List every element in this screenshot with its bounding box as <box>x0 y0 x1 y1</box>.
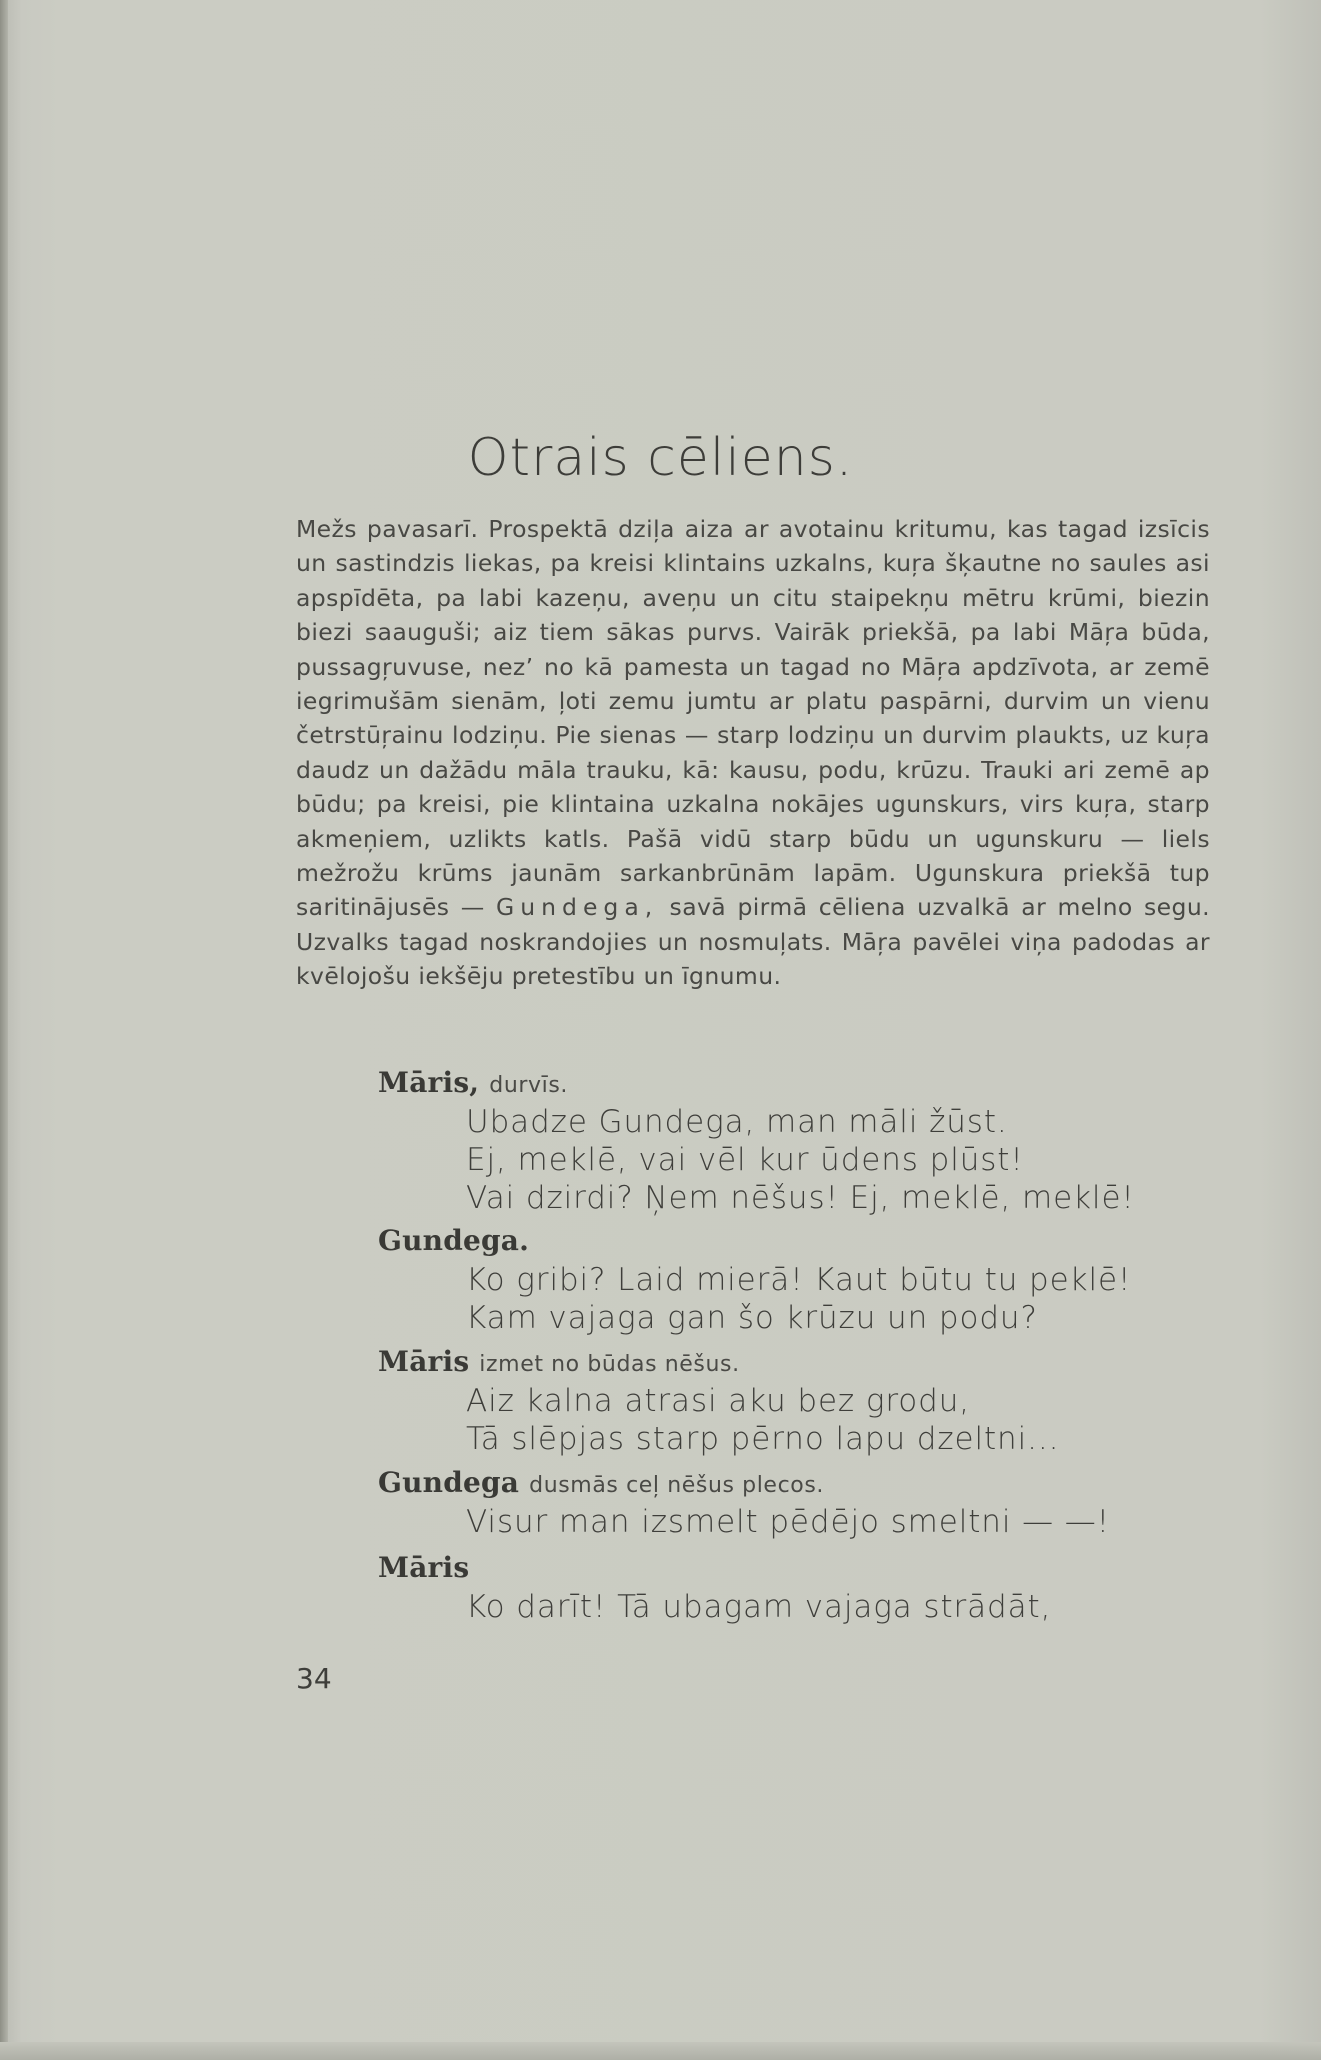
dialogue-speaker-row <box>378 1224 529 1257</box>
page-number: 34 <box>296 1662 332 1695</box>
speaker-direction: izmet no būdas nēšus. <box>479 1352 740 1377</box>
verse-line: Ko gribi? Laid mierā! Kaut būtu tu peklē! <box>466 1262 1132 1298</box>
speaker-name: Gundega. <box>378 1224 530 1257</box>
stage-direction <box>296 512 1210 994</box>
verse-line: Ko darīt! Tā ubagam vajaga strādāt, <box>466 1589 1052 1625</box>
speaker-direction: durvīs. <box>489 1073 568 1098</box>
dialogue-speaker-row <box>378 1551 469 1584</box>
page-binding-edge <box>0 0 8 2060</box>
dialogue-speaker-row <box>378 1345 740 1378</box>
stage-direction-part1: Mežs pavasarī. Prospektā dziļa aiza ar avotainu kritumu, kas tagad izsīcis un sastindzis liekas, pa kreisi klintains uzkalns, kuŗa šķautne no saules asi apspīdēta, pa labi kazeņu, aveņu un citu staipekņu mētru krūmi, biezin biezi saauguši; aiz tiem sākas purvs. Vairāk priekšā, pa labi Māŗa būda, pussagŗuvuse, nez’ no kā pamesta un tagad no Māŗa apdzīvota, ar zemē iegrimušām sienām, ļoti zemu jumtu ar platu paspārni, durvim un vienu četrstūŗainu lodziņu. Pie sienas — starp lodziņu un durvim plaukts, uz kuŗa daudz un dažādu māla trauku, kā: kausu, podu, krūzu. Trauki ari zemē ap būdu; pa kreisi, pie klintaina uzkalna nokājes ugunskurs, virs kuŗa, starp akmeņiem, uzlikts katls. Pašā vidū starp būdu un ugunskuru — liels mežrožu krūms jaunām sarkanbrūnām lapām. Ugunskura priekšā tup saritinājusēs — <box>296 515 1210 922</box>
act-title: Otrais cēliens. <box>467 428 854 488</box>
dialogue-speaker-row <box>378 1066 568 1099</box>
stage-direction-name: Gundega, <box>496 893 659 922</box>
verse-line: Vai dzirdi? Ņem nēšus! Ej, meklē, meklē! <box>466 1180 1135 1216</box>
speaker-name: Māris <box>378 1551 470 1584</box>
page-bottom-edge <box>0 2042 1321 2060</box>
verse-line: Ubadze Gundega, man māli žūst. <box>466 1104 1008 1140</box>
verse-line: Ej, meklē, vai vēl kur ūdens plūst! <box>466 1142 1024 1178</box>
dialogue-speaker-row <box>378 1466 824 1499</box>
stage-direction-part2: savā pirmā cēliena uzvalkā ar melno segu. Uzvalks tagad noskrandojies un nosmuļats. Māŗa pavēlei viņa padodas ar kvēlojošu iekšēju pretestību un īgnumu. <box>296 893 1210 991</box>
verse-line: Tā slēpjas starp pērno lapu dzeltni... <box>466 1421 1060 1457</box>
verse-line: Kam vajaga gan šo krūzu un podu? <box>466 1300 1038 1336</box>
speaker-direction: dusmās ceļ nēšus plecos. <box>529 1473 824 1498</box>
speaker-name: Māris <box>378 1345 470 1378</box>
speaker-name: Māris, <box>378 1066 480 1099</box>
verse-line: Aiz kalna atrasi aku bez grodu, <box>466 1383 971 1419</box>
verse-line: Visur man izsmelt pēdējo smeltni — —! <box>466 1504 1110 1540</box>
speaker-name: Gundega <box>378 1466 520 1499</box>
